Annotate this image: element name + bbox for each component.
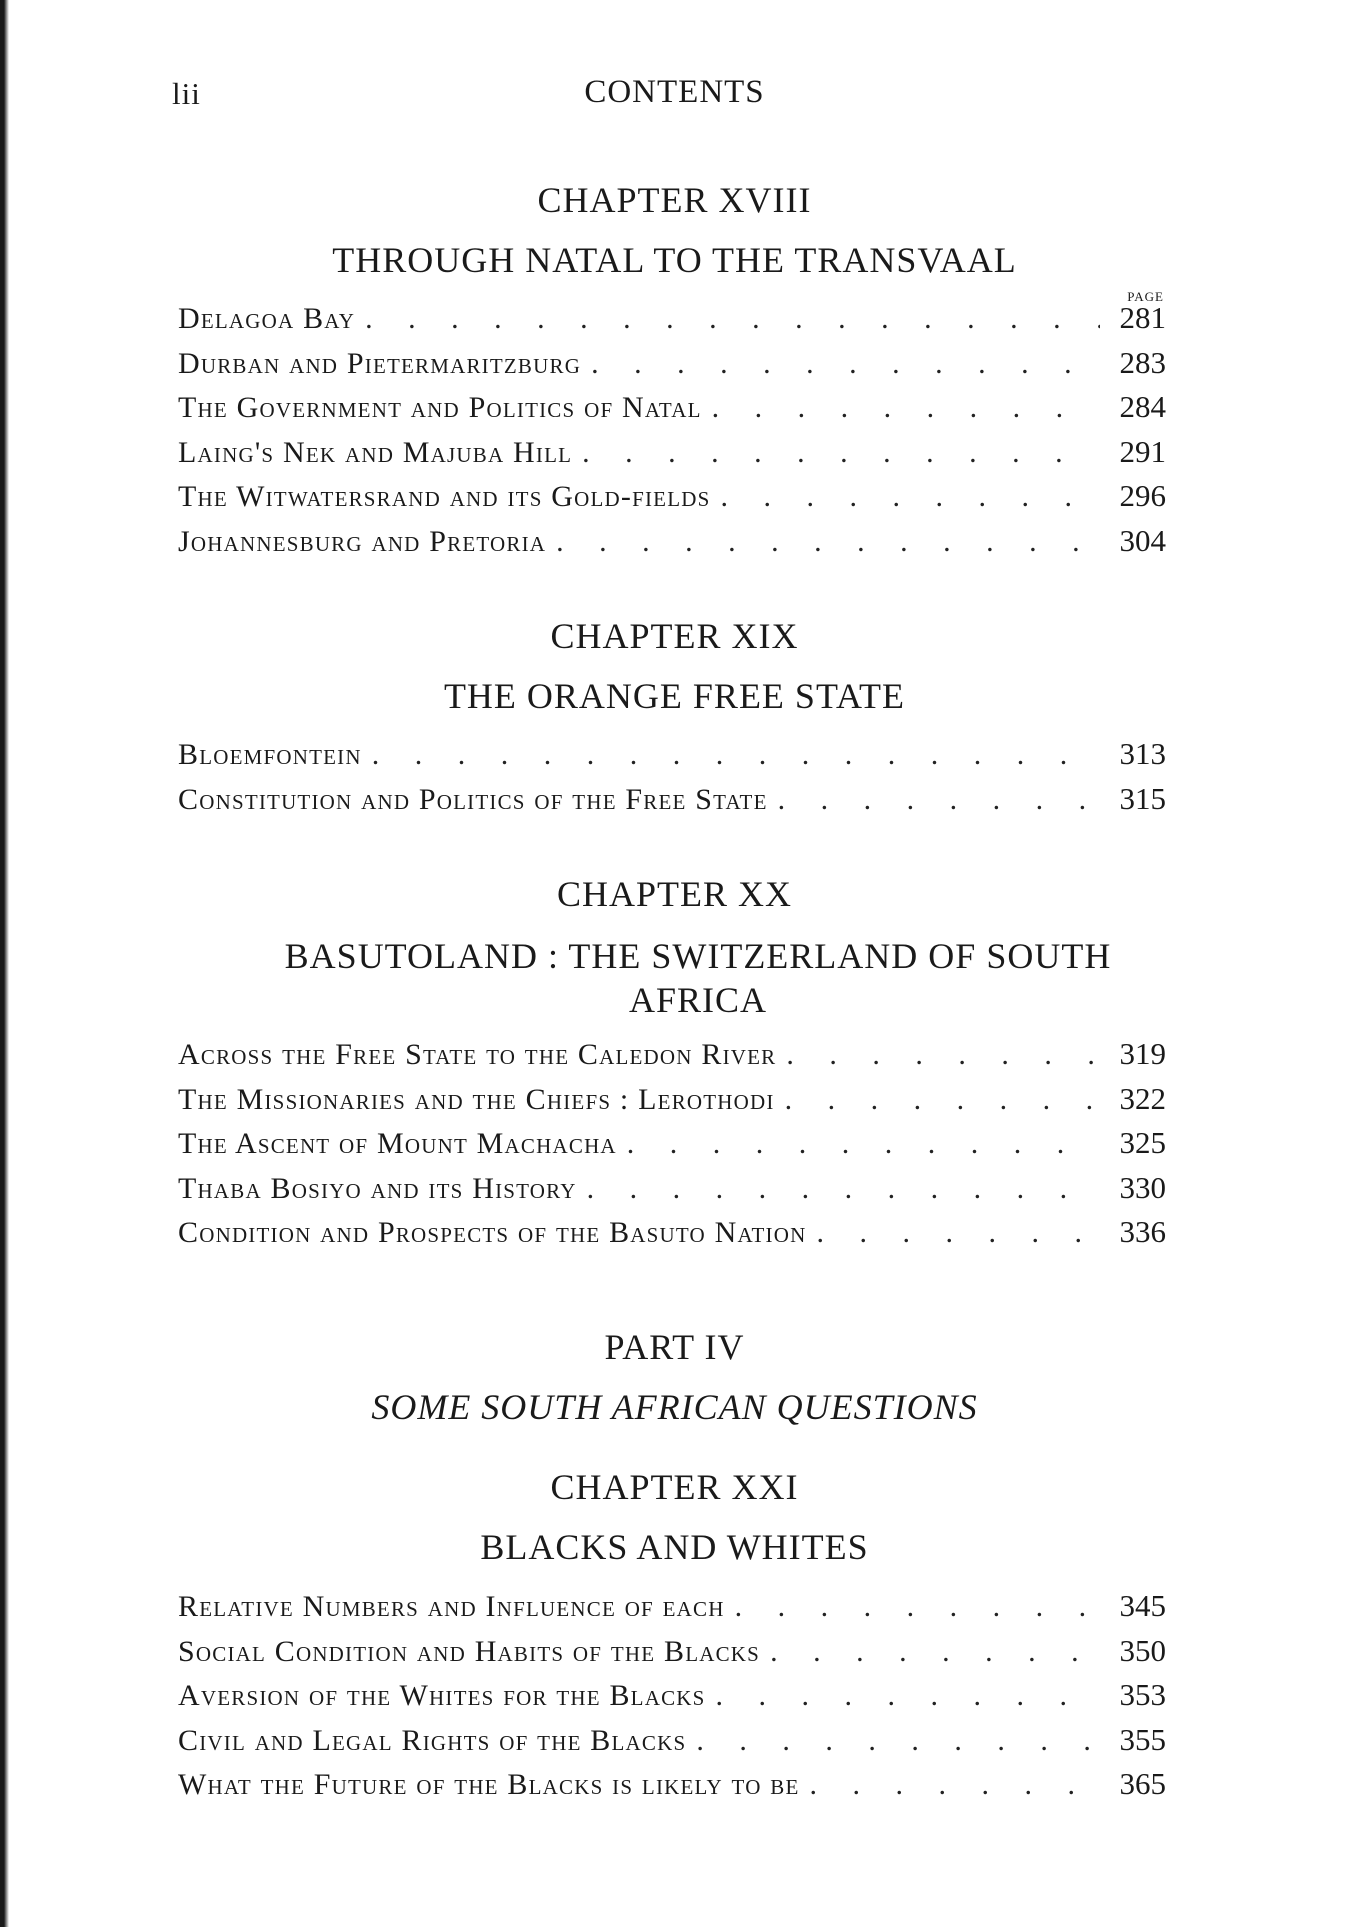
toc-entry[interactable] bbox=[178, 1170, 1166, 1215]
entry-page: 355 bbox=[1119, 1721, 1166, 1757]
entry-page: 281 bbox=[1119, 300, 1166, 335]
part-title: SOME SOUTH AFRICAN QUESTIONS bbox=[371, 1387, 978, 1427]
entry-title: Laing's Nek and Majuba Hill bbox=[178, 435, 573, 469]
entry-page: 284 bbox=[1119, 389, 1166, 424]
chapter-21-entries bbox=[178, 1588, 1166, 1811]
chapter-19-entries bbox=[178, 736, 1166, 825]
entry-title: The Government and Politics of Natal bbox=[178, 391, 702, 424]
entry-title: The Witwatersrand and its Gold-fields bbox=[178, 480, 711, 513]
chapter-title: THE ORANGE FREE STATE bbox=[443, 676, 906, 716]
entry-page: 365 bbox=[1119, 1766, 1166, 1801]
entry-title: Johannesburg and Pretoria bbox=[178, 524, 547, 558]
chapter-heading: CHAPTER XX bbox=[556, 874, 793, 914]
toc-entry[interactable] bbox=[178, 781, 1166, 826]
chapter-18-entries bbox=[178, 300, 1166, 567]
leader-dots bbox=[810, 1768, 1101, 1802]
entry-title: Bloemfontein bbox=[178, 738, 362, 771]
toc-entry[interactable] bbox=[178, 478, 1166, 523]
toc-entry[interactable] bbox=[178, 1588, 1166, 1633]
toc-entry[interactable] bbox=[178, 389, 1166, 434]
entry-title: Aversion of the Whites for the Blacks bbox=[178, 1679, 706, 1712]
entry-title: Relative Numbers and Influence of each bbox=[178, 1590, 725, 1623]
chapter-20-section bbox=[0, 872, 1349, 1022]
chapter-heading: CHAPTER XXI bbox=[550, 1467, 799, 1507]
leader-dots bbox=[696, 1724, 1100, 1758]
page-folio: lii bbox=[172, 76, 201, 111]
leader-dots bbox=[770, 1635, 1100, 1669]
leader-dots bbox=[591, 347, 1100, 381]
entry-title: Civil and Legal Rights of the Blacks bbox=[178, 1723, 687, 1757]
toc-entry[interactable] bbox=[178, 523, 1166, 568]
entry-title: Across the Free State to the Caledon River bbox=[178, 1038, 777, 1071]
entry-title: What the Future of the Blacks is likely to be bbox=[178, 1768, 800, 1801]
leader-dots bbox=[778, 783, 1100, 817]
toc-entry[interactable] bbox=[178, 1677, 1166, 1722]
leader-dots bbox=[712, 391, 1100, 425]
toc-entry[interactable] bbox=[178, 300, 1166, 345]
entry-page: 325 bbox=[1119, 1125, 1166, 1160]
entry-page: 313 bbox=[1119, 736, 1166, 771]
entry-title: Constitution and Politics of the Free State bbox=[178, 782, 768, 816]
leader-dots bbox=[816, 1216, 1100, 1250]
entry-page: 353 bbox=[1119, 1677, 1166, 1712]
entry-page: 336 bbox=[1119, 1214, 1166, 1249]
entry-page: 291 bbox=[1119, 433, 1166, 469]
chapter-heading: CHAPTER XIX bbox=[550, 616, 799, 656]
toc-entry[interactable] bbox=[178, 1081, 1166, 1126]
chapter-21-section bbox=[0, 1465, 1349, 1569]
chapter-title: BASUTOLAND : THE SWITZERLAND OF SOUTH AFRICA bbox=[284, 936, 1112, 1020]
entry-page: 345 bbox=[1119, 1588, 1166, 1623]
entry-title: Thaba Bosiyo and its History bbox=[178, 1171, 577, 1205]
leader-dots bbox=[735, 1590, 1100, 1624]
entry-page: 315 bbox=[1119, 780, 1166, 816]
leader-dots bbox=[587, 1172, 1100, 1206]
leader-dots bbox=[372, 738, 1100, 772]
chapter-heading: CHAPTER XVIII bbox=[537, 180, 812, 220]
part-heading: PART IV bbox=[604, 1327, 745, 1367]
entry-page: 330 bbox=[1119, 1169, 1166, 1205]
chapter-19-section bbox=[0, 614, 1349, 718]
entry-title: Social Condition and Habits of the Blacks bbox=[178, 1634, 761, 1668]
entry-page: 283 bbox=[1119, 344, 1166, 380]
toc-entry[interactable] bbox=[178, 1036, 1166, 1081]
chapter-title: BLACKS AND WHITES bbox=[480, 1527, 869, 1567]
toc-entry[interactable] bbox=[178, 1633, 1166, 1678]
toc-entry[interactable] bbox=[178, 434, 1166, 479]
entry-title: Delagoa Bay bbox=[178, 302, 356, 335]
toc-entry[interactable] bbox=[178, 1722, 1166, 1767]
entry-title: Condition and Prospects of the Basuto Nation bbox=[178, 1216, 807, 1249]
entry-page: 322 bbox=[1119, 1080, 1166, 1116]
part-4-section bbox=[0, 1325, 1349, 1429]
leader-dots bbox=[720, 480, 1100, 514]
leader-dots bbox=[786, 1038, 1100, 1072]
leader-dots bbox=[716, 1679, 1100, 1713]
entry-page: 350 bbox=[1119, 1632, 1166, 1668]
page-header-title: CONTENTS bbox=[584, 74, 765, 110]
chapter-title: THROUGH NATAL TO THE TRANSVAAL bbox=[332, 240, 1017, 280]
toc-entry[interactable] bbox=[178, 345, 1166, 390]
entry-title: The Missionaries and the Chiefs : Lerothodi bbox=[178, 1082, 775, 1116]
toc-entry[interactable] bbox=[178, 1125, 1166, 1170]
entry-page: 296 bbox=[1119, 478, 1166, 513]
toc-entry[interactable] bbox=[178, 1214, 1166, 1259]
leader-dots bbox=[785, 1083, 1100, 1117]
entry-title: The Ascent of Mount Machacha bbox=[178, 1127, 617, 1160]
leader-dots bbox=[582, 436, 1100, 470]
entry-page: 319 bbox=[1119, 1036, 1166, 1071]
leader-dots bbox=[556, 525, 1100, 559]
chapter-20-entries bbox=[178, 1036, 1166, 1259]
page-column-caption: PAGE bbox=[1127, 289, 1164, 304]
entry-page: 304 bbox=[1119, 522, 1166, 558]
entry-title: Durban and Pietermaritzburg bbox=[178, 346, 582, 380]
toc-entry[interactable] bbox=[178, 736, 1166, 781]
leader-dots bbox=[627, 1127, 1100, 1161]
toc-entry[interactable] bbox=[178, 1766, 1166, 1811]
leader-dots bbox=[365, 302, 1100, 336]
chapter-18-section bbox=[0, 178, 1349, 282]
